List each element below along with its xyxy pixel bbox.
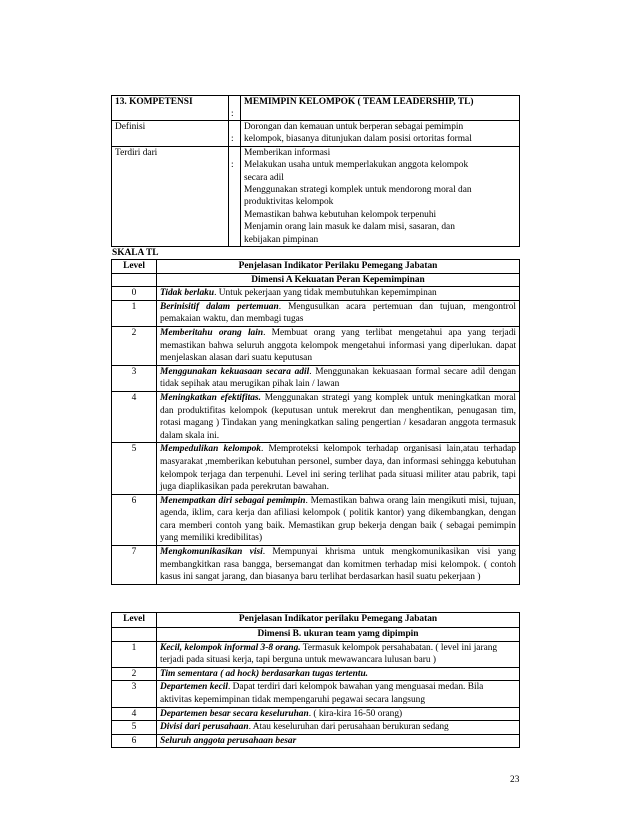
definition-label: Definisi [112,121,229,147]
level-header: Level [112,613,157,628]
scale-header-row [112,260,520,274]
description-cell: Divisi dari perusahaan. Atau keseluruhan dari perusahaan berukuran sedang [157,721,520,735]
competency-name: MEMIMPIN KELOMPOK ( TEAM LEADERSHIP, TL) [241,96,520,121]
description-cell: Mempedulikan kelompok. Memproteksi kelompok terhadap organisasi lain,atau terhadap masyarakat ,memberikan kebutuhan personel, sumber daya, dan informasi sehingga kebutuhan kelompok terjaga dan terpenuhi. Level ini sering terlihat pada situasi militer atau pabrik, tapi juga diaplikasikan pada perekrutan bawahan. [157,443,520,494]
description-cell: Memberitahu orang lain. Membuat orang yang terlibat mengetahui apa yang terjadi memastikan bahwa seluruh anggota kelompok mengetahui informasi yang diperlukan. dapat menjelaskan alasan dari suatu keputusan [157,326,520,365]
level-cell: 5 [112,443,157,494]
dimension-row [112,628,520,642]
dim-header-row [112,613,520,628]
scale-row [112,546,520,585]
scale-row [112,443,520,494]
level-cell: 7 [112,546,157,585]
scale-row [112,287,520,301]
level-cell: 6 [112,734,157,748]
page-number: 23 [510,775,520,785]
colon: : [229,146,241,246]
level-cell: 5 [112,721,157,735]
dimension-title: Dimensi A Kekuatan Peran Kepemimpinan [157,273,520,287]
dimension-row [112,273,520,287]
description-cell: Menggunakan kekuasaan secara adil. Menggunakan kekuasaan formal secare adil dengan tidak sepihak atau merugikan pihak lain / lawan [157,365,520,391]
colon: : [229,121,241,147]
description-cell: Berinisitif dalam pertemuan. Mengusulkan acara pertemuan dan tujuan, mengontrol pemakaian waktu, dan membagi tugas [157,300,520,326]
description-cell: Tidak berlaku. Untuk pekerjaan yang tidak membutuhkan kepemimpinan [157,287,520,301]
level-cell: 4 [112,391,157,442]
dim-row [112,667,520,681]
definition-row [112,121,520,147]
dimension-b-table [111,612,520,748]
competency-table [111,95,520,247]
scale-row [112,300,520,326]
dim-row [112,641,520,667]
level-cell: 2 [112,667,157,681]
level-header: Level [112,260,157,274]
level-cell: 3 [112,681,157,707]
dim-row [112,707,520,721]
consists-row [112,146,520,246]
scale-row [112,494,520,545]
description-header: Penjelasan Indikator perilaku Pemegang Jabatan [157,613,520,628]
level-cell: 3 [112,365,157,391]
level-cell: 6 [112,494,157,545]
dimension-title: Dimensi B. ukuran team yamg dipimpin [157,628,520,642]
consists-list: Memberikan informasi Melakukan usaha untuk memperlakukan anggota kelompok secara adil Menggunakan strategi komplek untuk mendorong moral dan produktivitas kelompok Memastikan bahwa kebutuhan kelompok terpenuhi Menjamin orang lain masuk ke dalam misi, sasaran, dan kebijakan pimpinan [241,146,520,246]
description-cell: Kecil, kelompok informal 3-8 orang. Termasuk kelompok persahabatan. ( level ini jarang terjadi pada situasi kerja, tapi berguna untuk mewawancara lulusan baru ) [157,641,520,667]
dim-row [112,734,520,748]
dim-row [112,681,520,707]
definition-text: Dorongan dan kemauan untuk berperan sebagai pemimpin kelompok, biasanya ditunjukan dalam posisi ortoritas formal [241,121,520,147]
description-cell: Tim sementara ( ad hock) berdasarkan tugas tertentu. [157,667,520,681]
description-cell: Mengkomunikasikan visi. Mempunyai khrisma untuk mengkomunikasikan visi yang membangkitkan rasa bangga, bersemangat dan komitmen terhadap misi kelompok. ( contoh kasus ini sangat jarang, dan biasanya baru terlihat berdasarkan hasil suatu pekerjaan ) [157,546,520,585]
competency-header-row [112,96,520,121]
scale-row [112,391,520,442]
scale-row [112,326,520,365]
level-cell: 0 [112,287,157,301]
level-cell: 1 [112,300,157,326]
description-cell: Meningkatkan efektifitas. Menggunakan strategi yang komplek untuk meningkatkan moral dan produktifitas kelompok (keputusan untuk merekrut dan menghentikan, penugasan tim, rotasi magang ) Tindakan yang meningkatkan saling pengertian / kesadaran anggota termasuk dalam skala ini. [157,391,520,442]
scale-label: SKALA TL [112,248,159,258]
dim-row [112,721,520,735]
description-header: Penjelasan Indikator Perilaku Pemegang Jabatan [157,260,520,274]
description-cell: Menempatkan diri sebagai pemimpin. Memastikan bahwa orang lain mengikuti misi, tujuan, agenda, iklim, cara kerja dan afiliasi kelompok ( politik kantor) yang dikembangkan, dengan cara memberi contoh yang baik. Memastikan grup bekerja dengan baik ( sebagai pemimpin yang memiliki kredibilitas) [157,494,520,545]
description-cell: Departemen kecil. Dapat terdiri dari kelompok bawahan yang menguasai medan. Bila aktivitas kepemimpinan tidak mempengaruhi pegawai secara langsung [157,681,520,707]
level-cell: 1 [112,641,157,667]
level-cell: 4 [112,707,157,721]
description-cell: Departemen besar secara keseluruhan. ( kira-kira 16-50 orang) [157,707,520,721]
description-cell: Seluruh anggota perusahaan besar [157,734,520,748]
colon: : [229,96,241,121]
competency-number: 13. KOMPETENSI [112,96,229,121]
scale-table [111,259,520,585]
consists-label: Terdiri dari [112,146,229,246]
scale-row [112,365,520,391]
level-cell: 2 [112,326,157,365]
